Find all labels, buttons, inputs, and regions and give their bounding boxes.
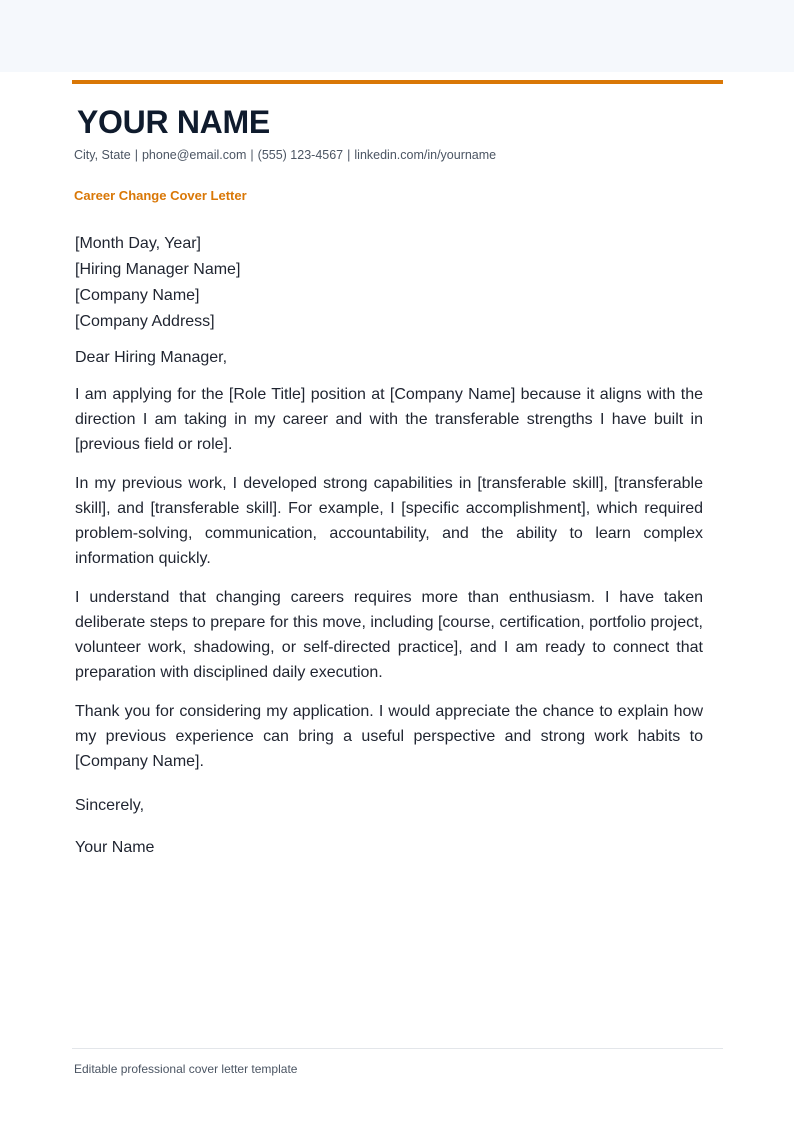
header-band (0, 0, 794, 72)
contact-line (74, 148, 496, 162)
recipient-block (75, 231, 240, 335)
letter-body (75, 382, 703, 788)
salutation: Dear Hiring Manager, (75, 349, 228, 366)
contact-location: City, State (74, 148, 131, 162)
body-paragraph: In my previous work, I developed strong capabilities in [transferable skill], [transferable skill], and [transferable skill]. For example, I [specific accomplishment], which required problem-solving, communication, accountability, and the ability to learn complex information quickly. (75, 475, 703, 567)
signature: Your Name (75, 839, 155, 856)
letter-date: [Month Day, Year] (75, 235, 201, 252)
company-name: [Company Name] (75, 287, 200, 304)
footer-note: Editable professional cover letter template (74, 1062, 298, 1076)
accent-rule (72, 80, 723, 84)
contact-separator: | (134, 148, 138, 162)
contact-separator: | (250, 148, 254, 162)
closing: Sincerely, (75, 797, 145, 814)
company-address: [Company Address] (75, 313, 215, 330)
body-paragraph: Thank you for considering my application. I would appreciate the chance to explain how my previous experience can bring a useful perspective and strong work habits to [Company Name]. (75, 703, 703, 770)
contact-linkedin: linkedin.com/in/yourname (354, 148, 497, 162)
footer-divider (72, 1048, 723, 1049)
body-paragraph: I am applying for the [Role Title] position at [Company Name] because it aligns with the direction I am taking in my career and with the transferable strengths I have built in [previous field or role]. (75, 386, 703, 453)
applicant-name: YOUR NAME (77, 104, 270, 140)
hiring-manager-name: [Hiring Manager Name] (75, 261, 241, 278)
contact-separator: | (347, 148, 351, 162)
body-paragraph: I understand that changing careers requires more than enthusiasm. I have taken deliberate steps to prepare for this move, including [course, certification, portfolio project, volunteer work, shadowing, or self-directed practice], and I am ready to connect that preparation with disciplined daily execution. (75, 589, 703, 681)
contact-phone: (555) 123-4567 (257, 148, 344, 162)
contact-email: phone@email.com (141, 148, 247, 162)
document-label: Career Change Cover Letter (74, 188, 247, 203)
